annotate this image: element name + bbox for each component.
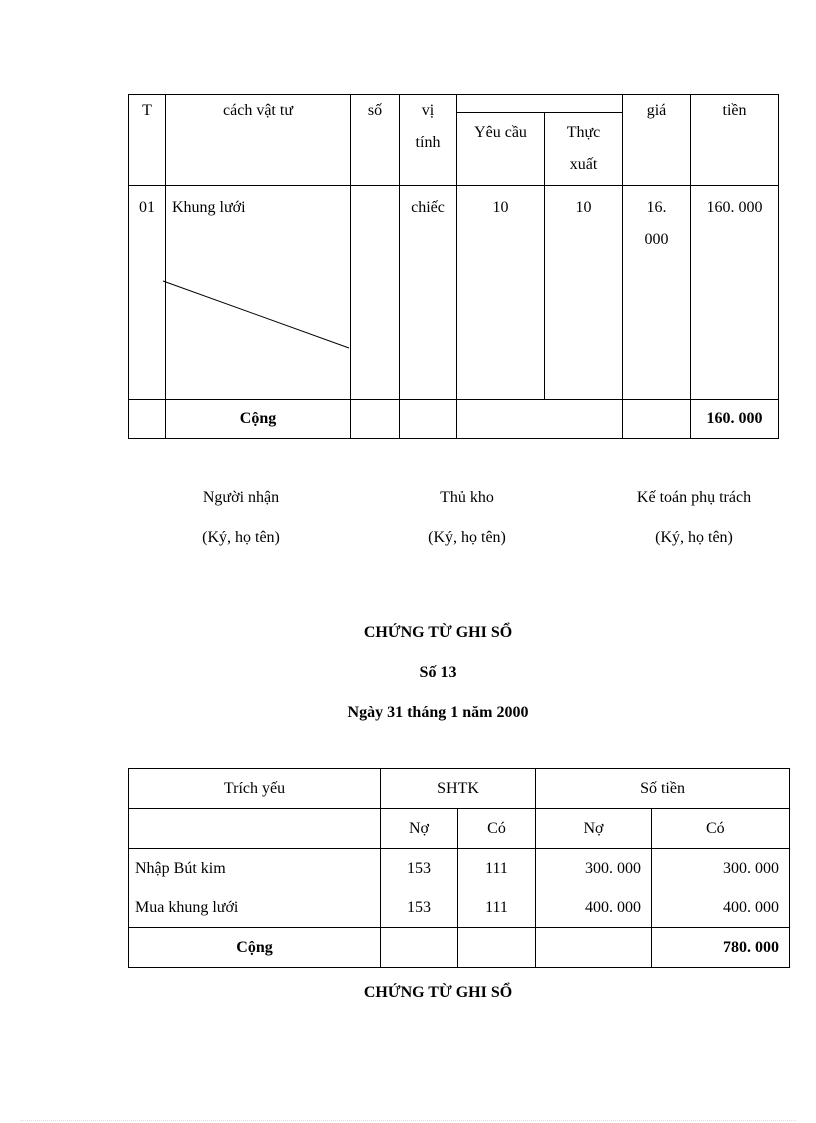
table-header-row xyxy=(129,769,790,809)
total-row xyxy=(129,400,779,439)
header-unit-line1: vị xyxy=(421,102,435,119)
voucher-number: Số 13 xyxy=(419,664,457,681)
table-row: Nhập Bút kim 153 111 300. 000 300. 000 xyxy=(129,849,790,889)
header-credit-amount: Có xyxy=(652,809,790,849)
signature-storekeeper: Thủ kho (Ký, họ tên) xyxy=(428,489,506,546)
table-row xyxy=(129,186,779,400)
total-label: Cộng xyxy=(166,400,351,439)
total-row xyxy=(129,928,790,968)
row-qty-actual: 10 xyxy=(575,199,592,216)
header-price: giá xyxy=(623,95,691,186)
row-price: 16. 000 xyxy=(623,186,691,400)
row-stt: 01 xyxy=(129,186,166,400)
voucher-title: CHỨNG TỪ GHI SỔ xyxy=(363,624,513,641)
table-subheader-row xyxy=(129,809,790,849)
header-amount: tiền xyxy=(691,95,779,186)
voucher-date: Ngày 31 tháng 1 năm 2000 xyxy=(347,704,529,721)
header-stt: T xyxy=(129,95,166,186)
row-code xyxy=(351,186,400,400)
header-unit xyxy=(400,95,457,186)
header-qty-actual: Thực xuất xyxy=(566,124,601,173)
signature-receiver: Người nhận (Ký, họ tên) xyxy=(202,489,280,546)
header-debit: Nợ xyxy=(381,809,458,849)
next-voucher-title: CHỨNG TỪ GHI SỔ xyxy=(363,984,513,1001)
header-unit-line2: tính xyxy=(415,134,441,151)
header-credit: Có xyxy=(458,809,536,849)
page-edge-divider xyxy=(20,1120,796,1121)
row-unit: chiếc xyxy=(400,186,457,400)
header-amount: Số tiền xyxy=(536,769,790,809)
row-amount: 160. 000 xyxy=(691,186,779,400)
table-row: Mua khung lưới 153 111 400. 000 400. 000 xyxy=(129,888,790,928)
row-qty xyxy=(457,186,623,400)
signature-accountant: Kế toán phụ trách (Ký, họ tên) xyxy=(636,489,752,546)
row-qty-request: 10 xyxy=(457,186,545,399)
header-qty-request: Yêu cầu xyxy=(457,113,545,185)
table-header-row xyxy=(129,95,779,186)
header-account: SHTK xyxy=(381,769,536,809)
row-name: Khung lưới xyxy=(166,186,351,400)
total-label: Cộng xyxy=(129,928,381,968)
header-name: cách vật tư xyxy=(166,95,351,186)
ledger-table xyxy=(128,768,790,968)
header-quantity xyxy=(457,95,623,186)
header-debit-amount: Nợ xyxy=(536,809,652,849)
header-code: số xyxy=(351,95,400,186)
total-amount: 780. 000 xyxy=(652,928,790,968)
header-summary: Trích yếu xyxy=(129,769,381,809)
material-table xyxy=(128,94,779,439)
total-amount: 160. 000 xyxy=(691,400,779,439)
